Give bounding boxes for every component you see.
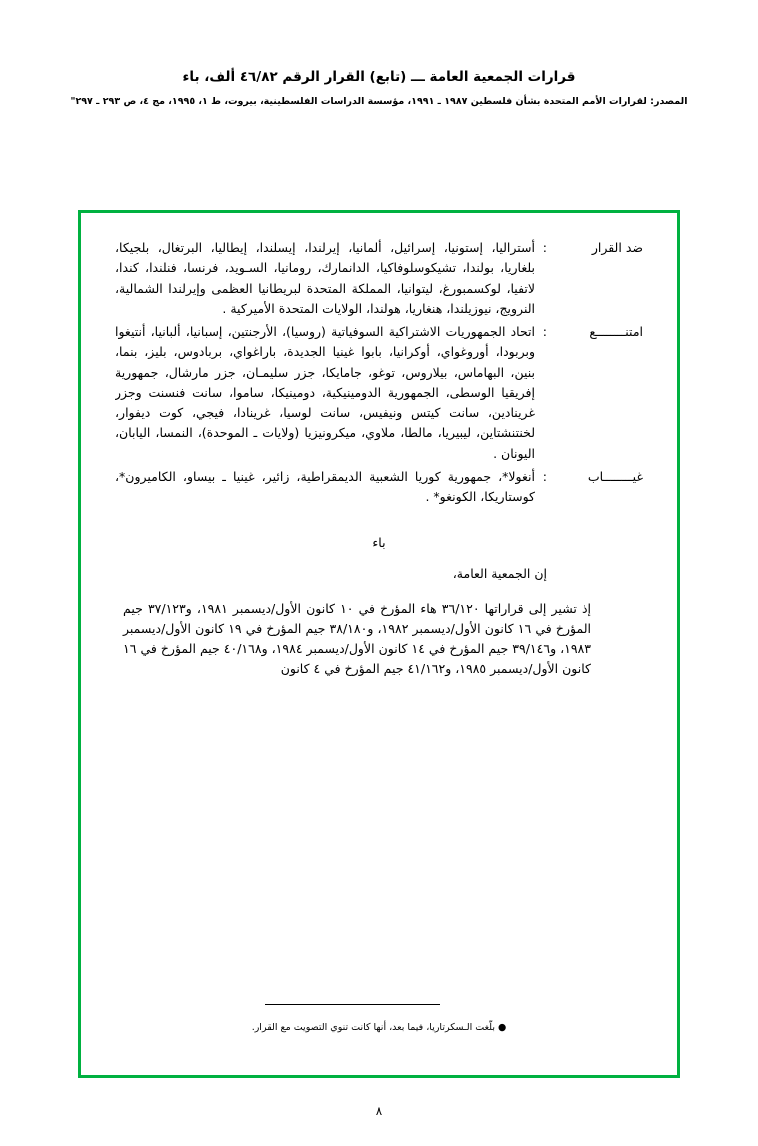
vote-abstained-block bbox=[115, 321, 643, 464]
part-b-heading: باء bbox=[372, 535, 386, 551]
vote-abstained-label-text: امتنــــــــع bbox=[589, 324, 643, 339]
content-frame bbox=[78, 210, 680, 1078]
vote-against-label-text: ضد القرار bbox=[591, 240, 643, 255]
footnote-text: بلّغت الـسكرتاريا، فيما بعد، أنها كانت تنوي التصويت مع القرار. bbox=[251, 1021, 495, 1033]
page-title: قرارات الجمعية العامة ـــ (تابع) القرار الرقم ٤٦/٨٢ ألف، باء bbox=[182, 69, 576, 85]
recital-paragraph: إذ تشير إلى قراراتها ٣٦/١٢٠ هاء المؤرخ في ١٠ كانون الأول/ديسمبر ١٩٨١، و٣٧/١٢٣ جيم المؤرخ في ١٦ كانون الأول/ديسمبر ١٩٨٢، و٣٨/١٨٠ جيم المؤرخ في ١٩ كانون الأول/ديسمبر ١٩٨٣، و٣٩/١٤٦ جيم المؤرخ في ١٤ كانون الأول/ديسمبر ١٩٨٤، و٤٠/١٦٨ جيم المؤرخ في ١٦ كانون الأول/ديسمبر ١٩٨٥، و٤١/١٦٢ جيم المؤرخ في ٤ كانون bbox=[123, 600, 592, 677]
vote-absent-text: أنغولا*، جمهورية كوريا الشعبية الديمقراطية، زائير، غينيا ـ بيساو، الكاميرون*، كوستاريكا، الكونغو* . bbox=[115, 468, 535, 504]
vote-abstained-text: اتحاد الجمهوريات الاشتراكية السوفياتية (روسيا)، الأرجنتين، إسبانيا، ألبانيا، أنتيغوا وبربودا، أوروغواي، أوكرانيا، بابوا غينيا الجديدة، باراغواي، بربادوس، بليز، بنما، بنين، البهاماس، بيلاروس، توغو، جامايكا، جزر سليمـان، جزر مارشال، جمهورية إفريقيا الوسطى، الجمهورية الدومينيكية، دومينيكا، ساموا، سانت فنسنت وجزر غرينادين، سانت كيتس ونيفيس، سانت لوسيا، غرينادا، فيجي، كوت ديفوار، لخنتنشتاين، ليبيريا، مالطا، ملاوي، ميكرونيزيا (ولايات ـ الموحدة)، النمسا، اليابان، اليونان . bbox=[115, 324, 535, 461]
vote-against-label bbox=[547, 237, 643, 319]
vote-absent-label-text: غيــــــــاب bbox=[587, 468, 643, 484]
vote-against-colon: : bbox=[542, 240, 547, 255]
vote-absent-block bbox=[115, 466, 643, 508]
assembly-line: إن الجمعية العامة، bbox=[452, 566, 547, 582]
footnote-marker: ● bbox=[498, 1021, 507, 1033]
page-number: ٨ bbox=[375, 1104, 383, 1118]
document-header bbox=[0, 68, 758, 108]
vote-abstained-label bbox=[547, 321, 643, 464]
vote-against-text: أستراليا، إستونيا، إسرائيل، ألمانيا، إيرلندا، إيسلندا، إيطاليا، البرتغال، بلجيكا، بلغاريا، بولندا، تشيكوسلوفاكيا، الدانمارك، رومانيا، السـويد، فرنسا، فنلندا، كندا، لاتفيا، لوكسمبورغ، ليتوانيا، المملكة المتحدة لبريطانيا العظمى وإيرلندا الشمالية، النرويج، نيوزيلندا، هنغاريا، هولندا، الولايات المتحدة الأميركية . bbox=[115, 240, 535, 316]
vote-against-block bbox=[115, 237, 643, 319]
vote-absent-colon: : bbox=[542, 468, 547, 484]
vote-abstained-colon: : bbox=[542, 324, 547, 339]
spacer-3 bbox=[115, 585, 643, 599]
source-line: المصدر: لقرارات الأمم المتحدة بشأن فلسطين ١٩٨٧ ـ ١٩٩١، مؤسسة الدراسات الفلسطينية، بيروت، ط ١، ١٩٩٥، مج ٤، ص ٢٩٣ ـ ٢٩٧" bbox=[70, 95, 688, 107]
footnote-divider bbox=[265, 1004, 440, 1005]
vote-absent-label bbox=[547, 466, 643, 508]
footnote bbox=[149, 1021, 609, 1035]
document-page bbox=[0, 68, 758, 1146]
content-body bbox=[115, 237, 643, 1061]
spacer bbox=[115, 509, 643, 535]
spacer-2 bbox=[115, 550, 643, 564]
